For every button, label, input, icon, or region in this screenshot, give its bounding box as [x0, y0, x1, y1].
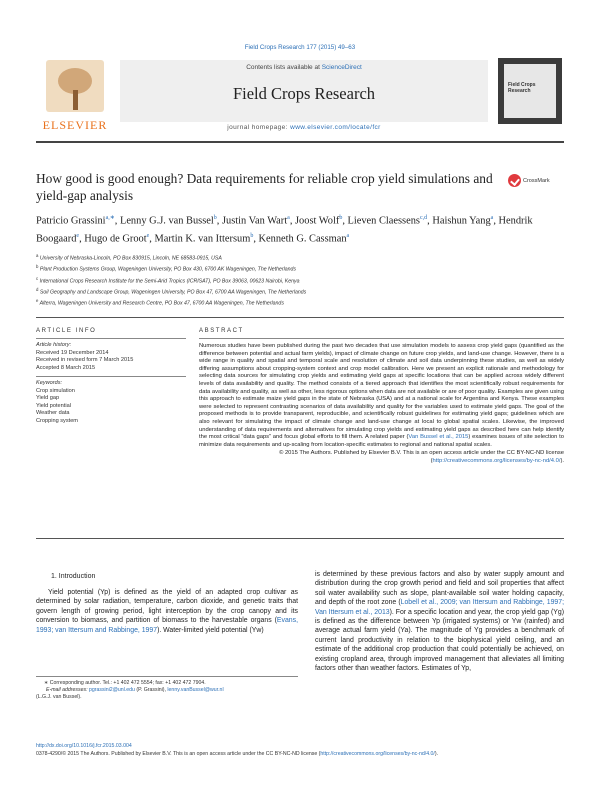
affiliation-marker: a	[36, 253, 39, 258]
footer-license-link[interactable]: http://creativecommons.org/licenses/by-nc-nd/4.0/	[320, 751, 435, 757]
abstract-copyright: © 2015 The Authors. Published by Elsevier B.V. This is an open access article under the CC BY-NC-ND license (http://creativecommons.org/licenses/by-nc-nd/4.0/).	[279, 450, 564, 464]
author-affiliation-marker[interactable]: b	[250, 232, 254, 239]
journal-cover	[498, 58, 562, 124]
article-title: How good is good enough? Data requirements for reliable crop yield simulations and yield-gap analysis	[36, 171, 493, 203]
journal-title: Field Crops Research	[232, 84, 376, 103]
author-affiliation-marker[interactable]: b	[213, 215, 217, 221]
keywords: Keywords: Crop simulation Yield gap Yield potential Weather data Cropping system	[36, 376, 186, 425]
affiliation-text: Soil Geography and Landscape Group, Wageningen University, PO Box 47, 6700 AA Wageningen, The Netherlands	[39, 289, 307, 296]
author-affiliation-marker[interactable]: b	[339, 215, 343, 221]
keyword: Cropping system	[36, 417, 78, 424]
affiliations	[36, 252, 564, 309]
author-affiliation-marker[interactable]: e	[146, 232, 150, 239]
sciencedirect-link[interactable]: ScienceDirect	[321, 64, 362, 71]
journal-citation[interactable]: Field Crops Research 177 (2015) 49–63	[244, 44, 356, 51]
intro-ref-link-1[interactable]: Evans, 1993; van Ittersum and Rabbinge, 1997	[36, 617, 298, 634]
author-affiliation-marker[interactable]: a	[287, 215, 290, 221]
homepage-link[interactable]: www.elsevier.com/locate/fcr	[290, 124, 381, 131]
author-name[interactable]: Hugo de Groot	[84, 233, 147, 245]
elsevier-tree-icon	[46, 60, 104, 112]
doi-link[interactable]: http://dx.doi.org/10.1016/j.fcr.2015.03.004	[36, 743, 132, 749]
author-list: Patricio Grassini$^{a,∗}$, Lenny G.J. van Bussel$^b$, Justin Van Wart$^a$, Joost Wolf$^b$, Lieven Claessens$^{c,d}$, Haishun Yang$^a$, Hendrik Boogaard$^e$, Hugo de Groot$^e$, Martin K. van Ittersum$^b$, Kenneth G. Cassman$^a$	[36, 215, 533, 245]
affiliation-item	[36, 286, 564, 297]
intro-left-column: Yield potential (Yp) is defined as the yield of an adapted crop cultivar as determined by solar radiation, temperature, carbon dioxide, and genetic traits that govern length of growing period, light interception by the crop canopy and its conversion to biomass, and partition of biomass to the harvestable organs (Evans, 1993; van Ittersum and Rabbinge, 1997). Water-limited yield potential (Yw)	[36, 589, 298, 634]
keyword: Yield gap	[36, 395, 60, 401]
abstract-rule	[36, 538, 564, 539]
intro-ref-link-2[interactable]: Lobell et al., 2009; van Ittersum and Rabbinge, 1997; Van Ittersum et al., 2013	[315, 599, 564, 616]
affiliation-text: University of Nebraska-Lincoln, PO Box 830915, Lincoln, NE 68583-0915, USA	[39, 255, 222, 262]
affiliation-text: International Crops Research Institute for the Semi-Arid Tropics (ICRISAT), PO Box 39063, 00623 Nairobi, Kenya	[39, 278, 300, 285]
intro-right-column: is determined by these previous factors and also by water supply amount and distribution during the crop growth period and field and soil properties that affect soil water availability such as slope, plant-available soil water holding capacity, and depth of the root zone (Lobell et al., 2009; van Ittersum and Rabbinge, 1997; Van Ittersum et al., 2013). For a specific location and year, the crop yield gap (Yg) is defined as the difference between Yp (irrigated systems) or Yw (rainfed) and average actual farm yield (Ya). The magnitude of Yg provides a benchmark of current land productivity in relation to the biophysical yield ceiling, and an estimate of the additional crop production that could potentially be achieved, on existing cropland area, through improved management that alleviates all limiting factors other than weather factors. Estimates of Yp,	[315, 571, 564, 673]
affiliation-text: Plant Production Systems Group, Wageningen University, PO Box 430, 6700 AK Wageningen, The Netherlands	[39, 267, 297, 274]
email-addresses: E-mail addresses: pgrassini2@unl.edu (P. Grassini), lenny.vanBussel@wur.nl	[46, 687, 224, 693]
abstract	[199, 328, 564, 466]
author-name[interactable]: Lieven Claessens	[347, 215, 420, 227]
footer-license: 0378-4290/© 2015 The Authors. Published by Elsevier B.V. This is an open access article under the CC BY-NC-ND license (http://creativecommons.org/licenses/by-nc-nd/4.0/).	[36, 751, 439, 757]
crossmark-badge[interactable]: CrossMark	[508, 172, 568, 190]
affiliation-text: Alterra, Wageningen University and Research Centre, PO Box 47, 6700 AA Wageningen, The Netherlands	[39, 301, 284, 308]
header-rule	[36, 141, 564, 143]
email-owner: (L.G.J. van Bussel).	[36, 694, 82, 700]
author-affiliation-marker[interactable]: e	[76, 232, 80, 239]
affiliation-item	[36, 275, 564, 286]
author-affiliation-marker[interactable]: a	[346, 232, 350, 239]
page-footer	[36, 742, 564, 758]
affiliation-marker: b	[36, 264, 39, 270]
abstract-ref-link[interactable]: Van Bussel et al., 2015	[408, 434, 469, 441]
author-name[interactable]: Patricio Grassini	[36, 215, 106, 227]
section-heading: 1. Introduction	[51, 573, 96, 580]
author-name[interactable]: Kenneth G. Cassman	[258, 233, 347, 245]
corresponding-author: ∗ Corresponding author. Tel.: +1 402 472 5554; fax: +1 402 472 7904.	[44, 680, 206, 686]
journal-band	[120, 60, 488, 122]
author-name[interactable]: Lenny G.J. van Bussel	[119, 215, 214, 227]
crossmark-icon	[508, 174, 521, 187]
author-name[interactable]: Hendrik Boogaard	[36, 215, 533, 245]
author-affiliation-marker[interactable]: c,d	[419, 215, 428, 221]
license-link[interactable]: http://creativecommons.org/licenses/by-nc-nd/4.0/	[432, 457, 561, 464]
affiliation-item	[36, 297, 564, 308]
author-name[interactable]: Martin K. van Ittersum	[154, 233, 251, 245]
journal-homepage: journal homepage: www.elsevier.com/locate/fcr	[227, 124, 381, 131]
keyword: Crop simulation	[36, 387, 75, 394]
affiliation-marker: c	[36, 275, 39, 281]
affiliation-item	[36, 263, 564, 274]
author-name[interactable]: Haishun Yang	[432, 215, 491, 227]
author-name[interactable]: Joost Wolf	[295, 215, 340, 227]
email-link-2[interactable]: lenny.vanBussel@wur.nl	[167, 687, 224, 693]
affiliation-rule	[36, 317, 564, 318]
keyword: Yield potential	[36, 402, 71, 409]
affiliation-item	[36, 252, 564, 263]
abstract-text: Numerous studies have been published during the past two decades that use simulation models to assess crop yield gaps (quantified as the difference between potential and actual farm yields), impact of climate change on future crop yields, and land-use change. However, there is a wide range in quality and spatial and temporal scale and resolution of climate and soil data underpinning these studies, as well as widely differing assumptions about cropping-system context and crop model calibration. Here we present an explicit rationale and methodology for selecting data sources for simulating crop yields and estimating yield gaps at specific locations that can be applied across widely different levels of data availability and quality. The method consists of a tiered approach that identifies the most scientifically robust requirements for data availability and quality, as well as other, less rigorous options when data are not available or are of poor quality. Examples are given using this approach to estimate maize yield gaps in the state of Nebraska (USA) and at a national scale for Argentina and Kenya. These examples were selected to represent contrasting scenarios of data availability and quality for the variables used to estimate yield gaps. The goal of the proposed methods is to provide transparent, reproducible, and scientifically robust guidelines for estimating yield gaps; guidelines which are also relevant for simulating the impact of climate change and land-use change at local to global spatial scales. Likewise, the improved understanding of data requirements and alternatives for simulating crop yields and estimating yield gaps as described here can help identify the most critical “data gaps” and focus global efforts to fill them. A related paper (Van Bussel et al., 2015) examines issues of site selection to minimize data requirements and up-scaling from location-specific estimates to regional and national spatial scales. © 2015 The Authors. Published by Elsevier B.V. This is an open access article under the CC BY-NC-ND license (http://creativecommons.org/licenses/by-nc-nd/4.0/).	[199, 338, 564, 466]
article-info	[36, 328, 186, 425]
affiliation-marker: d	[36, 286, 39, 292]
keyword: Weather data	[36, 410, 70, 416]
elsevier-logo	[36, 54, 114, 134]
abstract-label: ABSTRACT	[199, 328, 244, 334]
cover-title: Field Crops Research	[508, 82, 536, 94]
contents-line: Contents lists available at ScienceDirect	[246, 64, 362, 71]
publisher-name: ELSEVIER	[42, 118, 108, 132]
author-affiliation-marker[interactable]: a	[490, 215, 494, 221]
email-link-1[interactable]: pgrassini2@unl.edu	[88, 687, 135, 693]
author-affiliation-marker[interactable]: a,∗	[105, 215, 115, 221]
author-name[interactable]: Justin Van Wart	[221, 215, 288, 227]
journal-header	[36, 54, 564, 136]
article-history: Article history: Received 19 December 2014 Received in revised form 7 March 2015 Accepted 8 March 2015	[36, 338, 186, 372]
affiliation-marker: e	[36, 298, 39, 304]
article-info-label: ARTICLE INFO	[36, 328, 97, 334]
footnote	[36, 676, 298, 701]
